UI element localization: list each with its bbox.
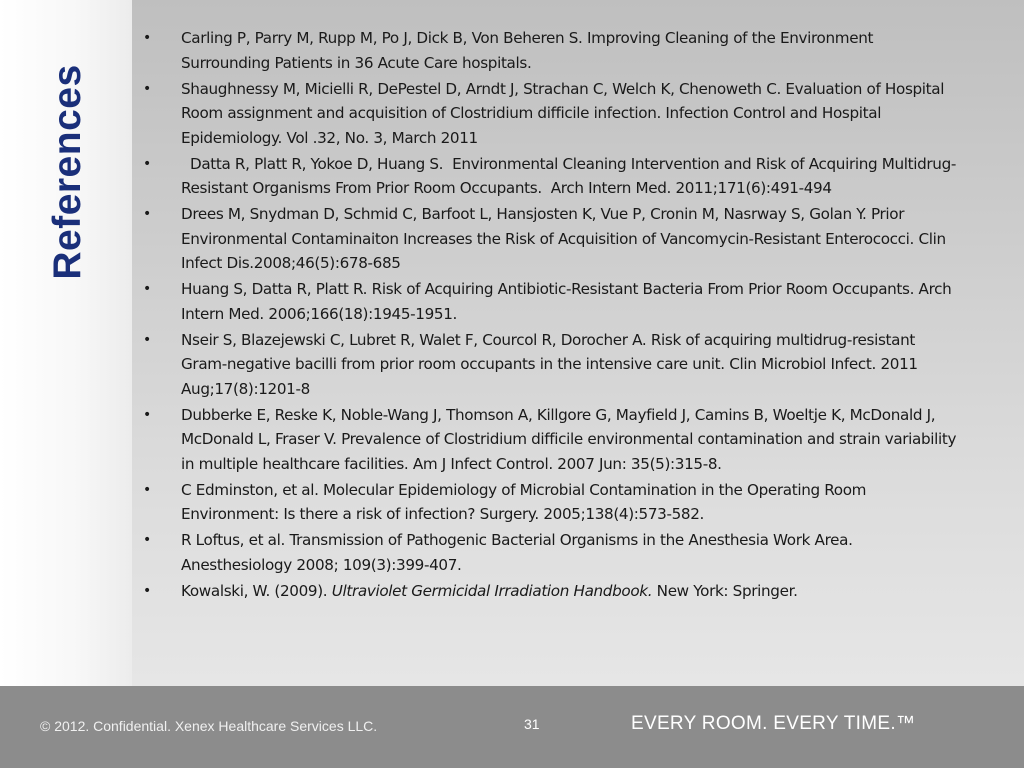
reference-item	[143, 328, 961, 402]
bullet-icon: •	[143, 532, 151, 548]
reference-item	[143, 478, 961, 527]
references-list	[143, 26, 961, 605]
page-title: References	[46, 64, 89, 280]
reference-text: Carling P, Parry M, Rupp M, Po J, Dick B, Von Beheren S. Improving Cleaning of the Environment Surrounding Patients in 36 Acute Care hospitals.	[181, 29, 874, 72]
bullet-icon: •	[143, 30, 151, 46]
reference-text: Huang S, Datta R, Platt R. Risk of Acquiring Antibiotic-Resistant Bacteria From Prior Room Occupants. Arch Intern Med. 2006;166(18):1945-1951.	[181, 280, 952, 323]
reference-text: Nseir S, Blazejewski C, Lubret R, Walet F, Courcol R, Dorocher A. Risk of acquiring multidrug-resistant Gram-negative bacilli from prior room occupants in the intensive care unit. Clin Microbiol Infect. 2011 Aug;17(8):1201-8	[181, 330, 918, 398]
bullet-icon: •	[143, 155, 151, 172]
sidebar	[0, 0, 132, 686]
reference-item	[143, 202, 961, 276]
bullet-icon: •	[143, 281, 151, 297]
reference-item	[143, 152, 961, 201]
reference-item	[143, 26, 961, 75]
reference-text: Drees M, Snydman D, Schmid C, Barfoot L, Hansjosten K, Vue P, Cronin M, Nasrway S, Golan Y. Prior Environmental Contaminaiton Increases the Risk of Acquisition of Vancomycin-Resistant Enterococci. Clin Infect Dis.2008;46(5):678-685	[181, 205, 946, 272]
bullet-icon: •	[143, 582, 151, 599]
reference-text-author: Kowalski, W. (2009).	[181, 581, 332, 600]
reference-text: Datta R, Platt R, Yokoe D, Huang S. Environmental Cleaning Intervention and Risk of Acquiring Multidrug-Resistant Organisms From Prior Room Occupants. Arch Intern Med. 2011;171(6):491-494	[181, 154, 957, 197]
bullet-icon: •	[143, 331, 151, 348]
slide-number: 31	[524, 716, 540, 732]
reference-text: Dubberke E, Reske K, Noble-Wang J, Thomson A, Killgore G, Mayfield J, Camins B, Woeltje K, McDonald J, McDonald L, Fraser V. Prevalence of Clostridium difficile environmental contamination and strain variability in multiple healthcare facilities. Am J Infect Control. 2007 Jun: 35(5):315-8.	[181, 405, 957, 473]
references-panel	[132, 0, 1024, 686]
copyright-notice: © 2012. Confidential. Xenex Healthcare Services LLC.	[40, 718, 378, 734]
reference-text: R Loftus, et al. Transmission of Pathogenic Bacterial Organisms in the Anesthesia Work Area. Anesthesiology 2008; 109(3):399-407.	[181, 531, 853, 574]
reference-item	[143, 403, 961, 477]
reference-item	[143, 528, 961, 577]
tagline: EVERY ROOM. EVERY TIME.™	[631, 713, 916, 734]
reference-item	[143, 277, 961, 326]
footer	[0, 686, 1024, 768]
reference-book-title: Ultraviolet Germicidal Irradiation Handbook.	[331, 581, 653, 600]
bullet-icon: •	[143, 206, 151, 222]
reference-text: C Edminston, et al. Molecular Epidemiology of Microbial Contamination in the Operating Room Environment: Is there a risk of infection? Surgery. 2005;138(4):573-582.	[181, 480, 867, 523]
reference-text: Shaughnessy M, Micielli R, DePestel D, Arndt J, Strachan C, Welch K, Chenoweth C. Evaluation of Hospital Room assignment and acquisition of Clostridium difficile infection. Infection Control and Hospital Epidemiology. Vol .32, No. 3, March 2011	[181, 79, 945, 147]
reference-item	[143, 77, 961, 151]
bullet-icon: •	[143, 406, 151, 423]
reference-item	[143, 579, 961, 604]
reference-text-publisher: New York: Springer.	[652, 581, 798, 600]
bullet-icon: •	[143, 481, 151, 498]
bullet-icon: •	[143, 80, 151, 97]
